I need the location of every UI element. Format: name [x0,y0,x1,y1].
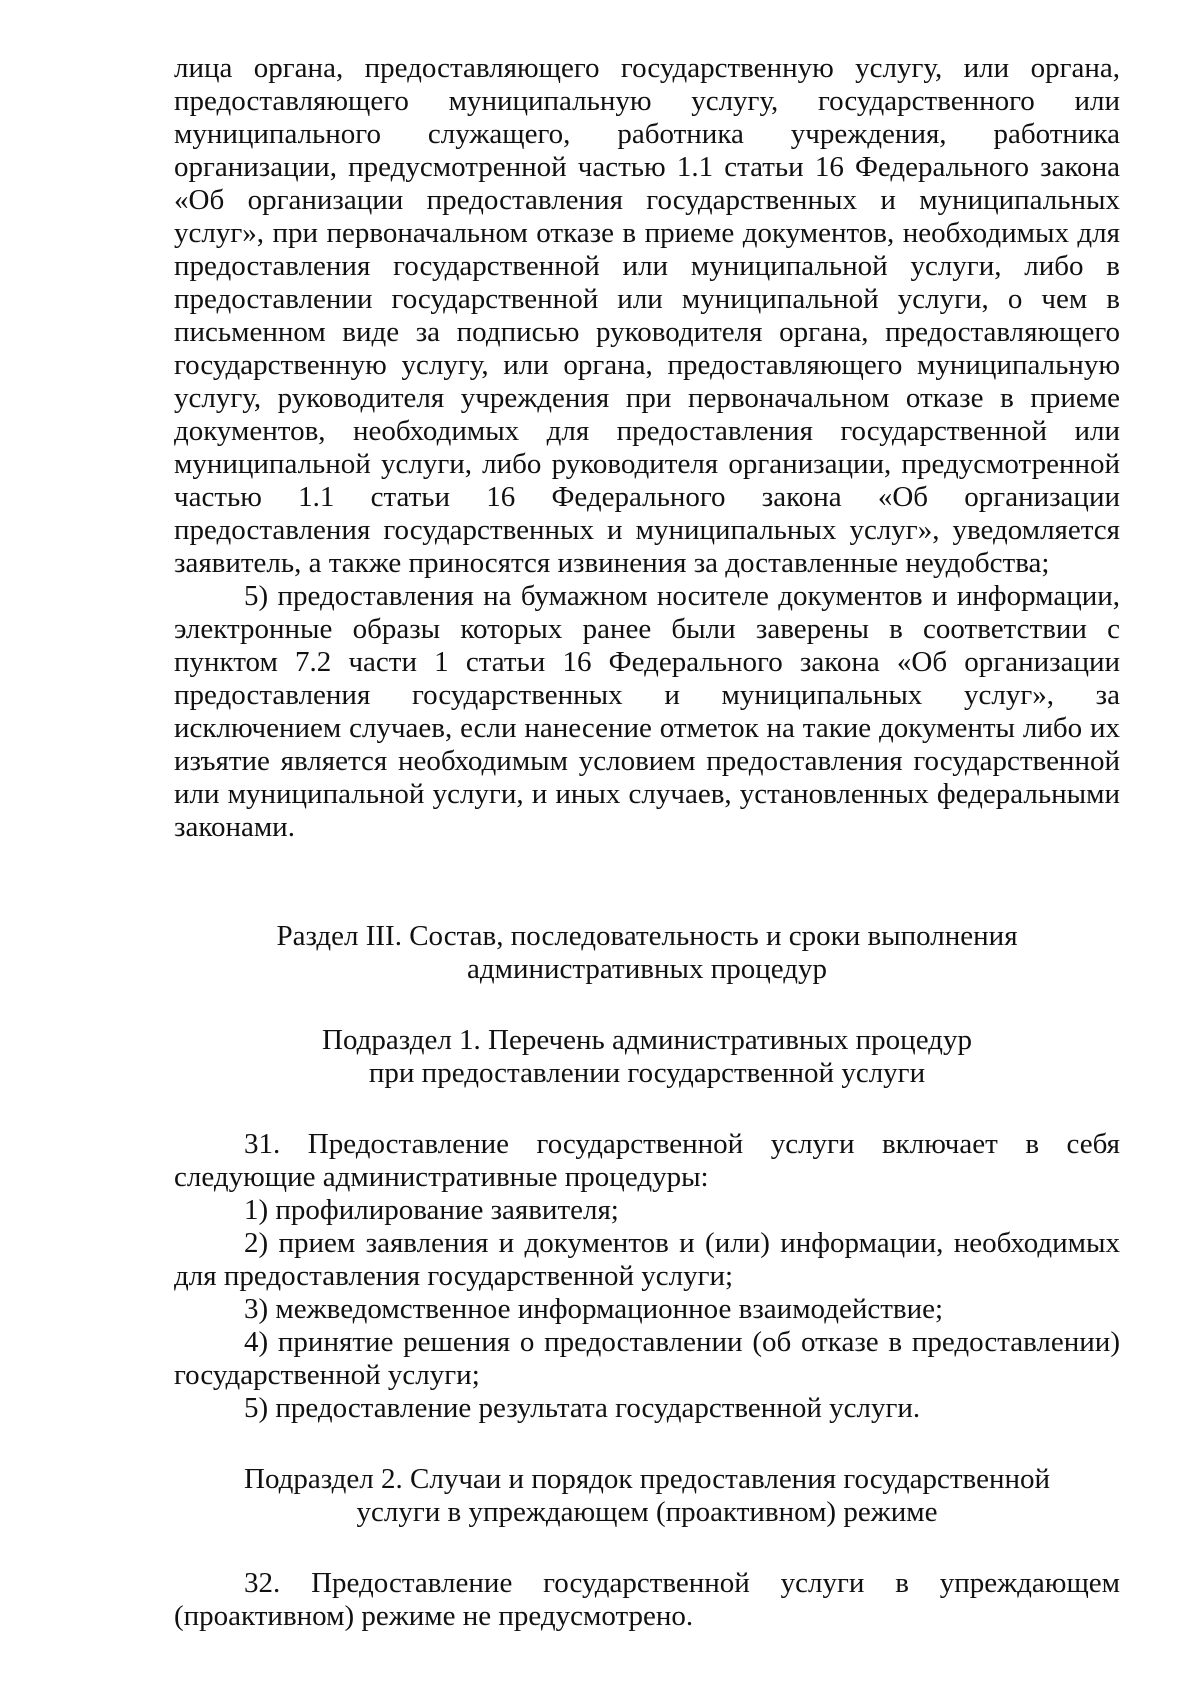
paragraph-complaint-continuation: лица органа, предоставляющего государственную услугу, или органа, предоставляющего муниципальную услугу, государственного или муниципального служащего, работника учреждения, работника организации, предусмотренной частью 1.1 статьи 16 Федерального закона «Об организации предоставления государственных и муниципальных услуг», при первоначальном отказе в приеме документов, необходимых для предоставления государственной или муниципальной услуги, либо в предоставлении государственной или муниципальной услуги, о чем в письменном виде за подписью руководителя органа, предоставляющего государственную услугу, или органа, предоставляющего муниципальную услугу, руководителя учреждения при первоначальном отказе в приеме документов, необходимых для предоставления государственной или муниципальной услуги, либо руководителя организации, предусмотренной частью 1.1 статьи 16 Федерального закона «Об организации предоставления государственных и муниципальных услуг», уведомляется заявитель, а также приносятся извинения за доставленные неудобства; [174,52,1120,579]
section-3-title-line-1: Раздел III. Состав, последовательность и сроки выполнения [276,920,1018,952]
section-3-title [174,920,1120,986]
subsection-1-title [174,1024,1120,1090]
document-page [174,52,1120,1633]
list-item: 1) профилирование заявителя; [244,1194,619,1226]
spacer [174,844,1120,920]
section-3-title-line-2: административных процедур [467,953,827,985]
spacer [174,1529,1120,1567]
spacer [174,1090,1120,1128]
spacer [174,986,1120,1024]
subsection-2-title [174,1463,1120,1529]
list-item: 3) межведомственное информационное взаимодействие; [244,1293,944,1325]
paragraph-31: 31. Предоставление государственной услуги включает в себя следующие административные процедуры: [174,1128,1120,1193]
subsection-1-title-line-2: при предоставлении государственной услуги [368,1057,926,1089]
subsection-2-title-line-1: Подраздел 2. Случаи и порядок предоставления государственной [244,1463,1050,1495]
list-item: 4) принятие решения о предоставлении (об отказе в предоставлении) государственной услуги; [174,1326,1120,1391]
paragraph-item-5: 5) предоставления на бумажном носителе документов и информации, электронные образы которых ранее были заверены в соответствии с пунктом 7.2 части 1 статьи 16 Федерального закона «Об организации предоставления государственных и муниципальных услуг», за исключением случаев, если нанесение отметок на такие документы либо их изъятие является необходимым условием предоставления государственной или муниципальной услуги, и иных случаев, установленных федеральными законами. [174,580,1120,843]
spacer [174,1425,1120,1463]
list-item: 5) предоставление результата государственной услуги. [244,1392,921,1424]
subsection-1-title-line-1: Подраздел 1. Перечень административных процедур [322,1024,972,1056]
list-item: 2) прием заявления и документов и (или) информации, необходимых для предоставления государственной услуги; [174,1227,1120,1292]
subsection-2-title-line-2: услуги в упреждающем (проактивном) режиме [356,1496,938,1528]
paragraph-32: 32. Предоставление государственной услуги в упреждающем (проактивном) режиме не предусмотрено. [174,1567,1120,1632]
